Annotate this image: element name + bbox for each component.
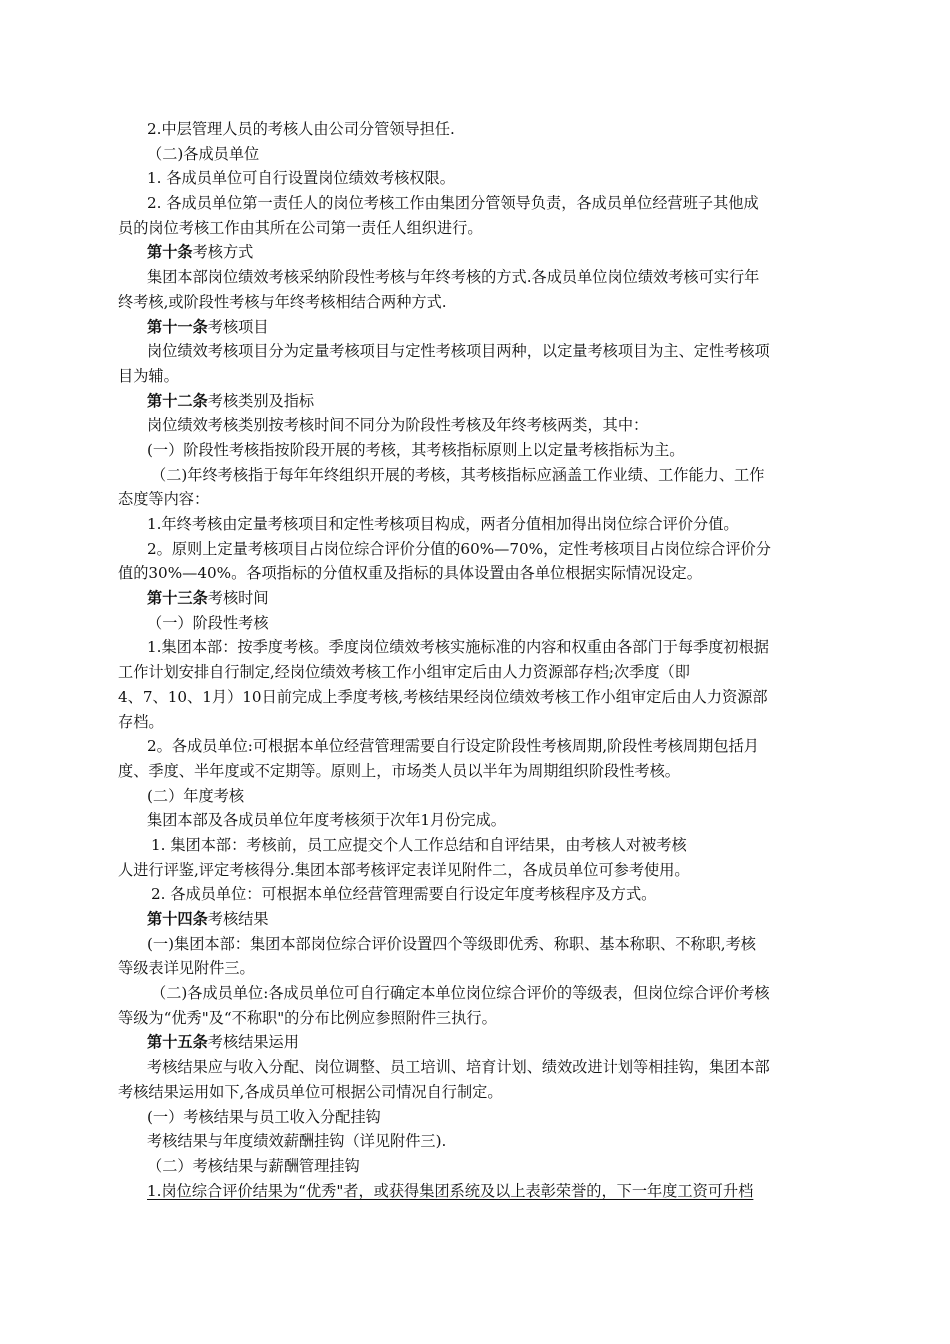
text-line: 1.年终考核由定量考核项目和定性考核项目构成，两者分值相加得出岗位综合评价分值。	[147, 515, 739, 533]
text-line: 2.中层管理人员的考核人由公司分管领导担任.	[147, 120, 455, 138]
text-line: 2。原则上定量考核项目占岗位综合评价分值的60%—70%，定性考核项目占岗位综合评价分	[147, 539, 771, 558]
document-body	[118, 117, 830, 1203]
article-number: 第十五条	[147, 1033, 208, 1052]
article-number: 第十二条	[147, 391, 208, 410]
article-heading	[118, 389, 830, 414]
text-line: 值的30%—40%。各项指标的分值权重及指标的具体设置由各单位根据实际情况设定。	[118, 564, 702, 583]
text-line: 终考核,或阶段性考核与年终考核相结合两种方式.	[118, 292, 447, 311]
text-line: 人进行评鉴,评定考核得分.集团本部考核评定表详见附件二，各成员单位可参考使用。	[118, 860, 690, 879]
text-line: 1.集团本部：按季度考核。季度岗位绩效考核实施标准的内容和权重由各部门于每季度初根据	[147, 638, 769, 657]
text-line: (一)集团本部：集团本部岗位综合评价设置四个等级即优秀、称职、基本称职、不称职,考核	[147, 934, 756, 953]
article-title: 考核项目	[207, 317, 269, 336]
text-line: 2. 各成员单位：可根据本单位经营管理需要自行设定年度考核程序及方式。	[151, 885, 657, 904]
text-line: 度、季度、半年度或不定期等。原则上，市场类人员以半年为周期组织阶段性考核。	[118, 761, 680, 780]
article-number: 第十四条	[147, 910, 208, 928]
text-line: 岗位绩效考核项目分为定量考核项目与定性考核项目两种，以定量考核项目为主、定性考核项	[147, 342, 770, 361]
text-line: (一）阶段性考核指按阶段开展的考核，其考核指标原则上以定量考核指标为主。	[147, 440, 685, 459]
text-line: 等级为“优秀"及“不称职"的分布比例应参照附件三执行。	[118, 1008, 497, 1027]
article-title: 考核结果	[207, 910, 269, 928]
text-line: 目为辅。	[118, 366, 179, 385]
text-line: 存档。	[118, 712, 164, 731]
article-heading	[118, 1030, 830, 1055]
article-title: 考核类别及指标	[207, 391, 315, 410]
underlined-text-line: 1.岗位综合评价结果为“优秀"者，或获得集团系统及以上表彰荣誉的，下一年度工资可升档	[147, 1181, 754, 1200]
text-line: 员的岗位考核工作由其所在公司第一责任人组织进行。	[118, 218, 483, 237]
article-number: 第十条	[147, 243, 193, 262]
article-title: 考核方式	[192, 243, 254, 262]
section-heading: （一）阶段性考核	[147, 613, 269, 632]
text-line: 1. 各成员单位可自行设置岗位绩效考核权限。	[147, 169, 455, 188]
section-heading: （二）考核结果与薪酬管理挂钩	[147, 1156, 360, 1175]
section-heading: (一）考核结果与员工收入分配挂钩	[147, 1107, 381, 1126]
text-line: 2. 各成员单位第一责任人的岗位考核工作由集团分管领导负责，各成员单位经营班子其他成	[147, 194, 759, 213]
text-line: 1. 集团本部：考核前，员工应提交个人工作总结和自评结果，由考核人对被考核	[151, 835, 687, 854]
text-line: 集团本部岗位绩效考核采纳阶段性考核与年终考核的方式.各成员单位岗位绩效考核可实行年	[147, 268, 760, 287]
article-number: 第十三条	[147, 589, 208, 608]
section-heading: （二)各成员单位	[147, 144, 260, 163]
text-line: 等级表详见附件三。	[118, 959, 255, 978]
text-line: 4、7、10、1月）10日前完成上季度考核,考核结果经岗位绩效考核工作小组审定后由人力资源部	[118, 687, 768, 706]
text-line: 集团本部及各成员单位年度考核须于次年1月份完成。	[147, 811, 506, 830]
article-heading	[118, 586, 830, 611]
text-line: 考核结果运用如下,各成员单位可根据公司情况自行制定。	[118, 1082, 503, 1101]
text-line: 工作计划安排自行制定,经岗位绩效考核工作小组审定后由人力资源部存档;次季度（即	[118, 663, 690, 682]
text-line: 考核结果与年度绩效薪酬挂钩（详见附件三).	[147, 1132, 447, 1151]
text-line: （二)年终考核指于每年年终组织开展的考核，其考核指标应涵盖工作业绩、工作能力、工作	[151, 465, 765, 484]
article-heading	[118, 240, 830, 265]
article-title: 考核结果运用	[207, 1033, 299, 1052]
text-line: 岗位绩效考核类别按考核时间不同分为阶段性考核及年终考核两类，其中：	[147, 416, 649, 435]
article-heading	[118, 907, 830, 932]
text-line: 2。各成员单位:可根据本单位经营管理需要自行设定阶段性考核周期,阶段性考核周期包括月	[147, 737, 759, 756]
text-line: 态度等内容：	[118, 490, 210, 509]
text-line: 考核结果应与收入分配、岗位调整、员工培训、培育计划、绩效改进计划等相挂钩，集团本部	[147, 1058, 770, 1077]
section-heading: (二）年度考核	[147, 786, 245, 805]
article-number: 第十一条	[147, 317, 208, 336]
article-title: 考核时间	[207, 589, 269, 608]
article-heading	[118, 315, 830, 340]
text-line: （二)各成员单位:各成员单位可自行确定本单位岗位综合评价的等级表，但岗位综合评价考核	[151, 984, 770, 1003]
